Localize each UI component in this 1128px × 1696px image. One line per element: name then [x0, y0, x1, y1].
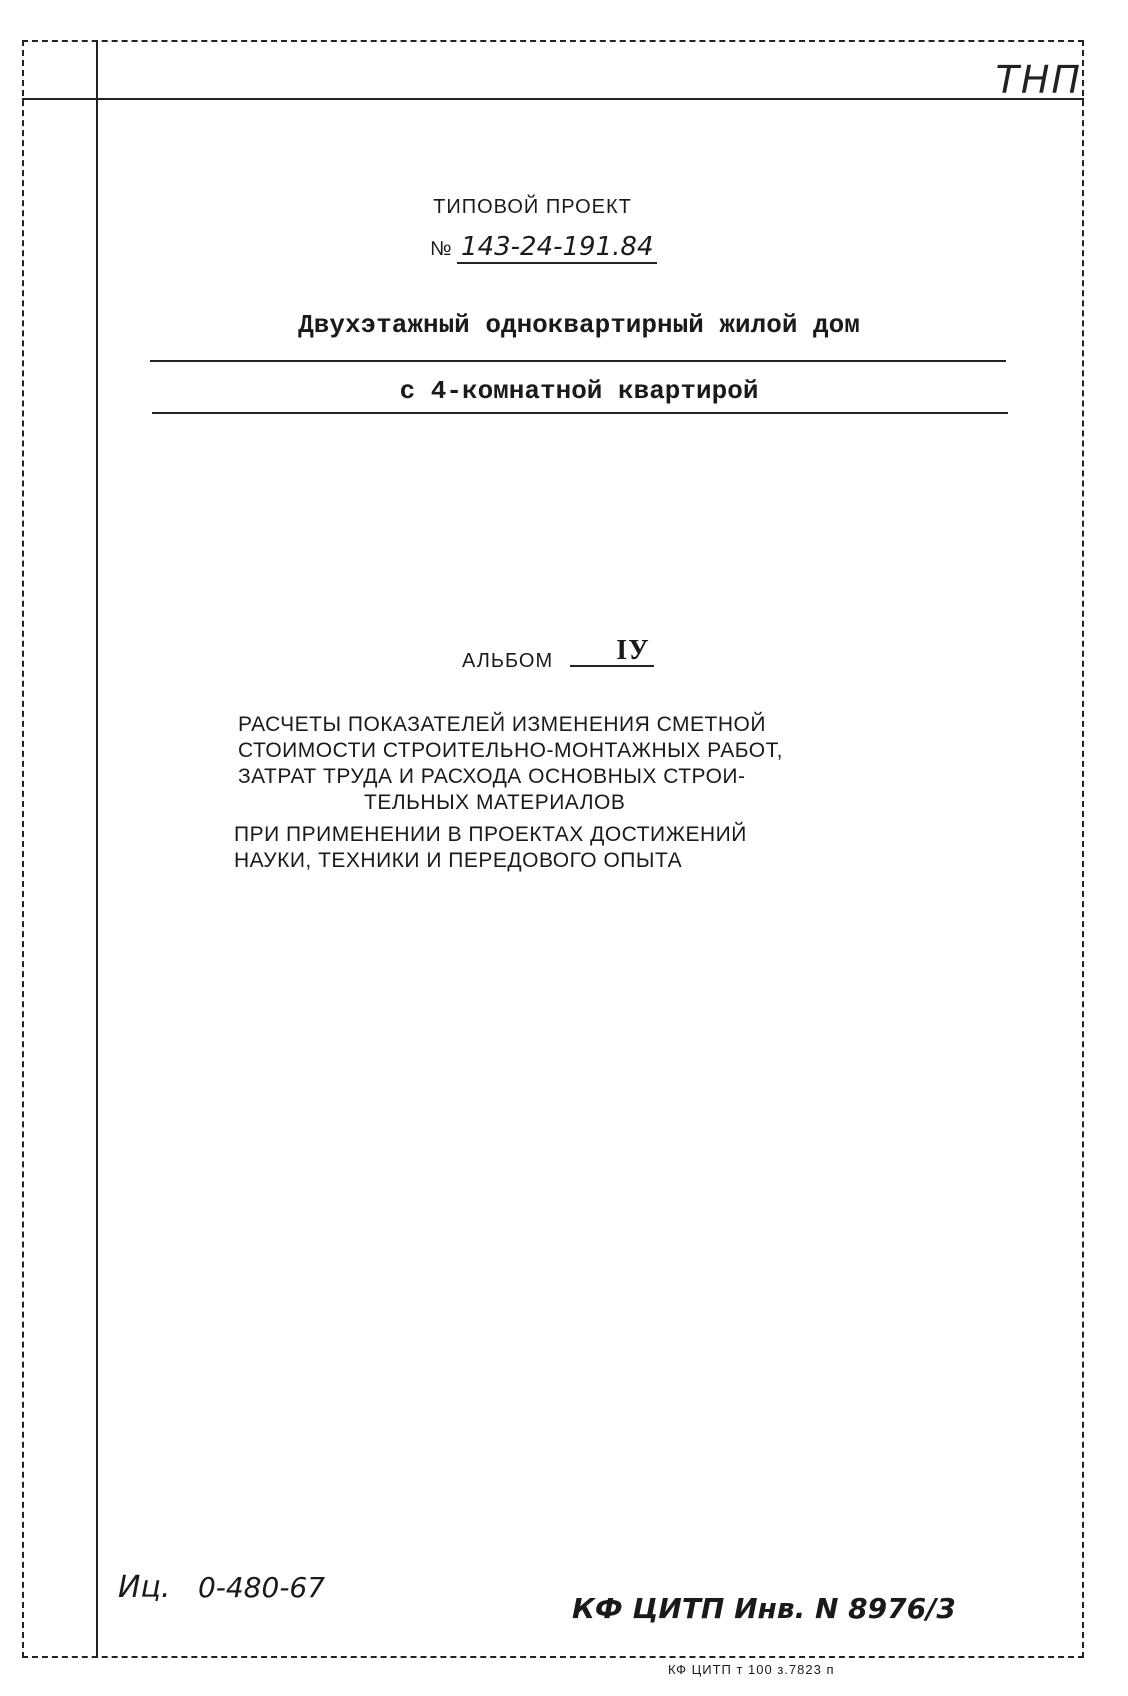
typical-project-heading: ТИПОВОЙ ПРОЕКТ: [433, 196, 632, 218]
handwritten-code: [118, 1570, 325, 1605]
document-title-line1: Двухэтажный одноквартирный жилой дом: [298, 310, 860, 340]
handwritten-code-value: 0-480-67: [197, 1571, 326, 1604]
album-description: [234, 712, 858, 874]
binding-margin-line: [96, 40, 98, 1658]
album-heading: [462, 635, 654, 675]
description-line: ПРИ ПРИМЕНЕНИИ В ПРОЕКТАХ ДОСТИЖЕНИЙ: [234, 823, 747, 846]
album-number: IУ: [570, 637, 654, 667]
top-margin-line: [22, 98, 1084, 100]
handwritten-label: Иц.: [118, 1570, 171, 1605]
description-line: РАСЧЕТЫ ПОКАЗАТЕЛЕЙ ИЗМЕНЕНИЯ СМЕТНОЙ: [238, 713, 766, 736]
document-title-line2: с 4-комнатной квартирой: [399, 376, 759, 406]
album-label: АЛЬБОМ: [462, 650, 554, 672]
title-underline-2: [152, 412, 1008, 414]
tnp-stamp: ТНП: [995, 58, 1082, 102]
description-line: НАУКИ, ТЕХНИКИ И ПЕРЕДОВОГО ОПЫТА: [234, 849, 683, 872]
description-line: СТОИМОСТИ СТРОИТЕЛЬНО-МОНТАЖНЫХ РАБОТ,: [238, 739, 783, 762]
title-underline-1: [150, 360, 1006, 362]
print-line: КФ ЦИТП т 100 з.7823 п: [668, 1662, 835, 1677]
description-line: ТЕЛЬНЫХ МАТЕРИАЛОВ: [364, 791, 626, 814]
project-number-value: 143-24-191.84: [457, 232, 657, 264]
number-prefix: №: [430, 238, 452, 260]
project-number: [430, 232, 657, 262]
inventory-number: КФ ЦИТП Инв. N 8976/3: [572, 1592, 956, 1625]
description-line: ЗАТРАТ ТРУДА И РАСХОДА ОСНОВНЫХ СТРОИ-: [238, 765, 746, 788]
